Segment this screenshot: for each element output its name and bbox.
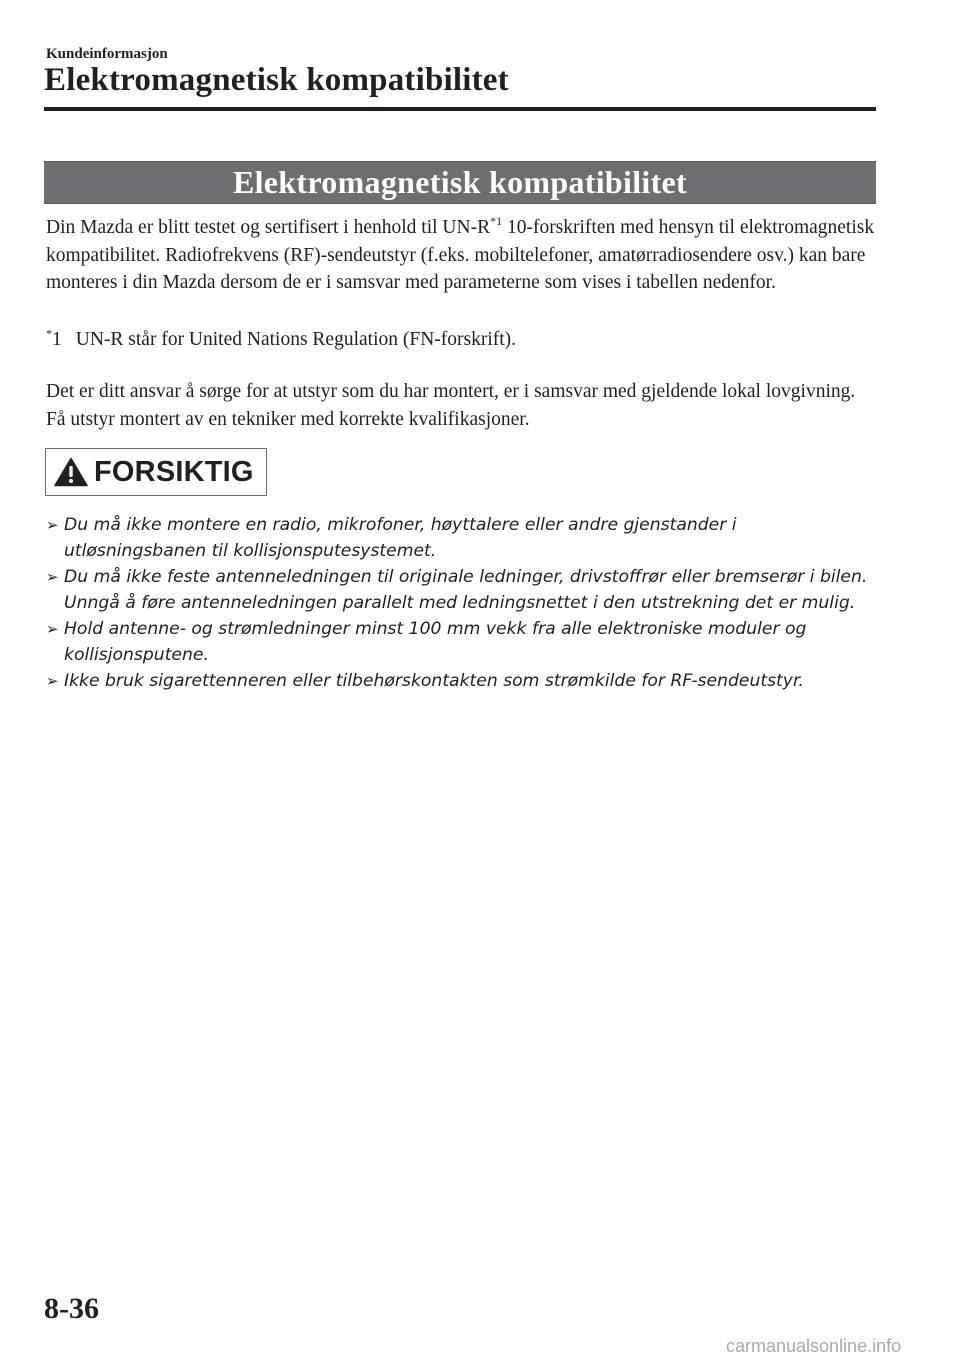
footnote-text: UN-R står for United Nations Regulation (FN-forskrift).	[75, 329, 517, 350]
intro-text-end: 10-forskriften med hensyn til elektromagnetisk kompatibilitet. Radiofrekvens (RF)-sendeutstyr (f.eks. mobiltelefoner, amatørradiosendere osv.) kan bare monteres i din Mazda dersom de er i samsvar med parameterne som vises i tabellen nedenfor.	[46, 217, 875, 293]
caution-item-text: Hold antenne- og strømledninger minst 100 mm vekk fra alle elektroniske moduler og kollisjonsputene.	[64, 619, 807, 665]
footnote	[46, 326, 516, 354]
caution-item-text: Du må ikke montere en radio, mikrofoner, høyttalere eller andre gjenstander i utløsningsbanen til kollisjonsputesystemet.	[64, 515, 737, 561]
caution-item-text: Du må ikke feste antenneledningen til originale ledninger, drivstoffrør eller bremserør i bilen. Unngå å føre antenneledningen parallelt med ledningsnettet i den utstrekning det er mulig.	[64, 567, 868, 613]
arrow-bullet-icon: ➢	[46, 516, 59, 534]
warning-triangle-icon	[54, 457, 88, 487]
intro-text-start: Din Mazda er blitt testet og sertifisert i henhold til UN-R	[46, 217, 491, 238]
caution-label: FORSIKTIG	[94, 455, 254, 488]
footnote-mark: *	[46, 326, 52, 341]
watermark: carmanualsonline.info	[726, 1336, 902, 1356]
arrow-bullet-icon: ➢	[46, 672, 59, 690]
arrow-bullet-icon: ➢	[46, 568, 59, 586]
header-divider	[44, 107, 876, 111]
section-title: Elektromagnetisk kompatibilitet	[232, 164, 688, 200]
section-banner	[44, 161, 876, 204]
footnote-number: 1	[52, 329, 62, 350]
list-item	[46, 668, 876, 694]
chapter-kicker: Kundeinformasjon	[46, 46, 168, 62]
footnote-reference: *1	[490, 213, 503, 228]
caution-header	[45, 448, 267, 496]
list-item	[46, 512, 876, 564]
page-number: 8-36	[44, 1292, 99, 1325]
arrow-bullet-icon: ➢	[46, 620, 59, 638]
page-title: Elektromagnetisk kompatibilitet	[44, 62, 509, 98]
caution-list	[46, 512, 876, 694]
list-item	[46, 616, 876, 668]
list-item	[46, 564, 876, 616]
caution-item-text: Ikke bruk sigarettenneren eller tilbehørskontakten som strømkilde for RF-sendeutstyr.	[64, 671, 804, 691]
intro-paragraph	[46, 214, 876, 297]
responsibility-paragraph: Det er ditt ansvar å sørge for at utstyr som du har montert, er i samsvar med gjeldende lokal lovgivning. Få utstyr montert av en tekniker med korrekte kvalifikasjoner.	[46, 381, 856, 430]
